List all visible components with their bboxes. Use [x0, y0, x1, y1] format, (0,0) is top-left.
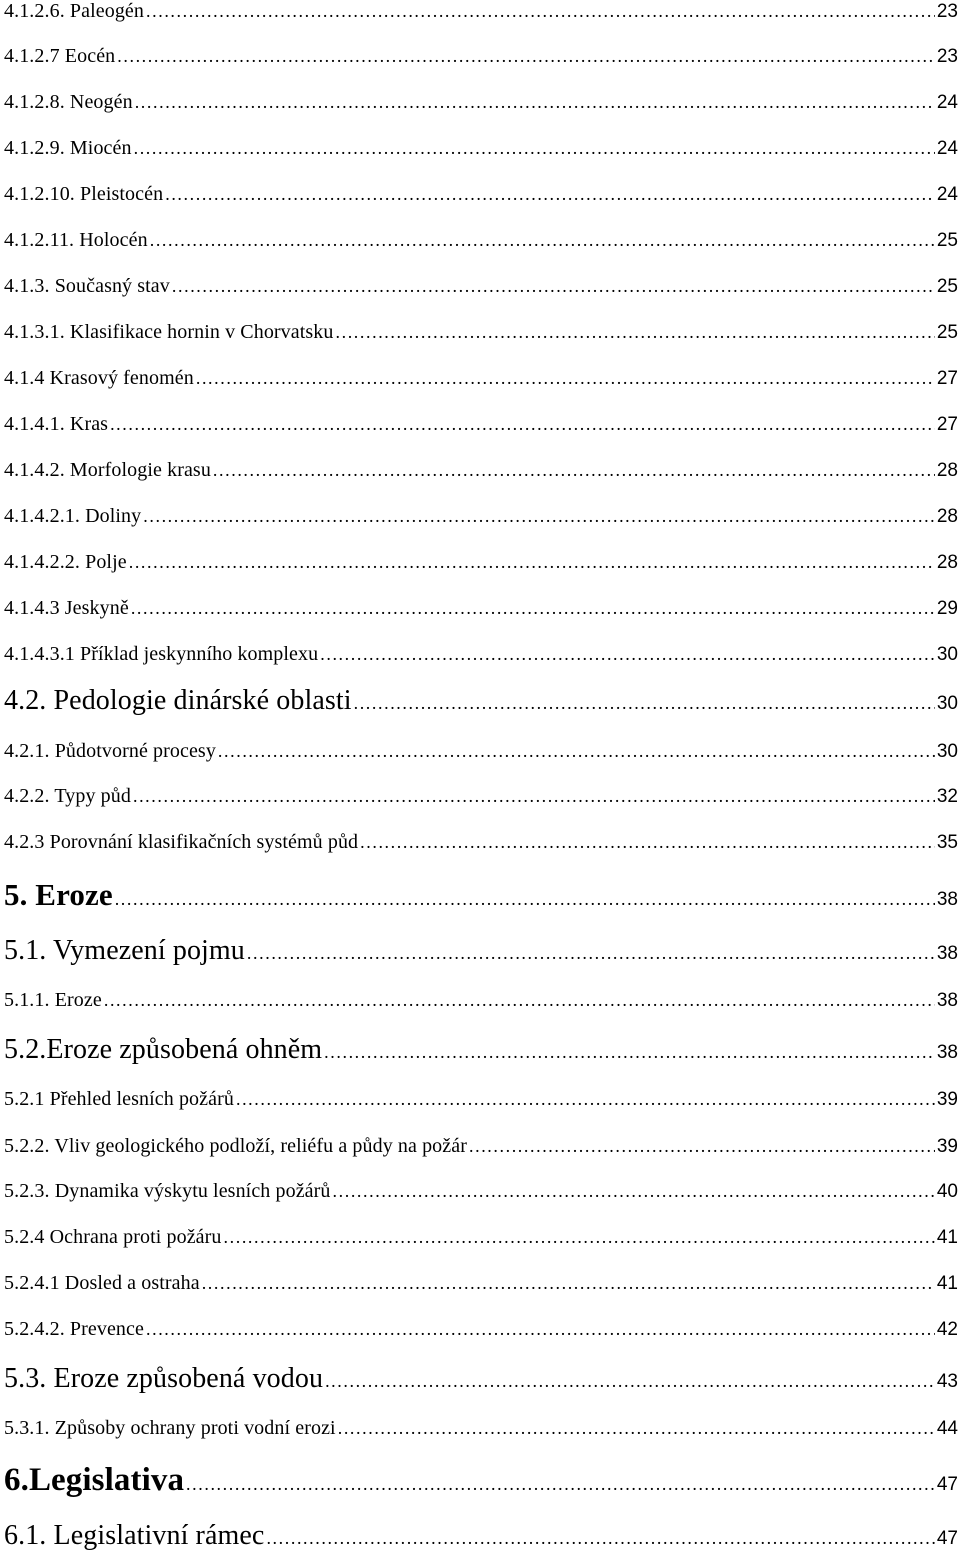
toc-dot-leader — [202, 1273, 935, 1294]
toc-entry-page: 39 — [936, 1089, 958, 1110]
toc-dot-leader — [143, 506, 935, 527]
toc-dot-leader — [324, 1042, 935, 1063]
toc-entry[interactable] — [4, 831, 958, 854]
toc-entry-page: 35 — [936, 832, 958, 853]
toc-dot-leader — [135, 92, 935, 113]
toc-entry-label: 4.1.4.2.2. Polje — [4, 551, 127, 573]
toc-entry-page: 24 — [936, 138, 958, 159]
toc-entry-label: 5.2.3. Dynamika výskytu lesních požárů — [4, 1180, 331, 1202]
toc-entry[interactable] — [4, 321, 958, 344]
toc-entry-page: 30 — [936, 741, 958, 762]
toc-entry-label: 5.2.4.1 Dosled a ostraha — [4, 1272, 200, 1294]
toc-entry-label: 4.1.4.1. Kras — [4, 413, 109, 435]
toc-dot-leader — [213, 460, 935, 481]
toc-entry[interactable] — [4, 413, 958, 436]
toc-entry-label: 4.2.2. Typy půd — [4, 785, 131, 807]
toc-entry-label: 4.1.2.11. Holocén — [4, 229, 148, 251]
toc-entry[interactable] — [4, 877, 958, 913]
toc-dot-leader — [236, 1089, 935, 1110]
toc-entry-page: 43 — [936, 1371, 958, 1392]
toc-entry-page: 25 — [936, 322, 958, 343]
toc-entry-label: 5.2.4 Ochrana proti požáru — [4, 1226, 222, 1248]
toc-entry-label: 4.1.4.3.1 Příklad jeskynního komplexu — [4, 643, 319, 665]
toc-entry-page: 39 — [936, 1136, 958, 1157]
toc-dot-leader — [354, 693, 935, 714]
toc-dot-leader — [165, 184, 935, 205]
toc-entry[interactable] — [4, 1034, 958, 1066]
toc-entry-page: 23 — [936, 1, 958, 22]
toc-entry-label: 4.1.2.7 Eocén — [4, 45, 116, 67]
toc-entry[interactable] — [4, 1363, 958, 1395]
toc-dot-leader — [338, 1418, 935, 1439]
toc-entry-label: 5.3.1. Způsoby ochrany proti vodní erozi — [4, 1417, 336, 1439]
toc-dot-leader — [146, 1, 935, 22]
toc-dot-leader — [224, 1227, 935, 1248]
toc-entry[interactable] — [4, 1318, 958, 1341]
toc-dot-leader — [146, 1319, 935, 1340]
toc-entry-label: 5.2.Eroze způsobená ohněm — [4, 1034, 323, 1065]
toc-entry-label: 4.1.3.1. Klasifikace hornin v Chorvatsku — [4, 321, 334, 343]
toc-dot-leader — [115, 889, 935, 910]
toc-entry-label: 5.2.2. Vliv geologického podloží, reliéfu a půdy na požár — [4, 1135, 467, 1157]
toc-entry-page: 28 — [936, 460, 958, 481]
toc-entry[interactable] — [4, 740, 958, 763]
toc-dot-leader — [333, 1181, 935, 1202]
toc-entry[interactable] — [4, 367, 958, 390]
toc-entry-label: 5.3. Eroze způsobená vodou — [4, 1363, 324, 1394]
toc-entry-page: 27 — [936, 414, 958, 435]
toc-entry-page: 42 — [936, 1319, 958, 1340]
toc-dot-leader — [117, 46, 935, 67]
toc-entry[interactable] — [4, 1272, 958, 1295]
toc-dot-leader — [172, 276, 935, 297]
toc-entry[interactable] — [4, 1088, 958, 1111]
toc-entry-page: 38 — [936, 1042, 958, 1063]
toc-entry-label: 5.2.4.2. Prevence — [4, 1318, 144, 1340]
toc-entry[interactable] — [4, 1462, 958, 1499]
toc-entry-label: 6.1. Legislativní rámec — [4, 1520, 265, 1551]
toc-entry-label: 4.1.2.9. Miocén — [4, 137, 132, 159]
toc-entry-page: 23 — [936, 46, 958, 67]
toc-dot-leader — [104, 990, 935, 1011]
toc-entry[interactable] — [4, 45, 958, 68]
toc-dot-leader — [266, 1528, 934, 1549]
toc-entry-page: 47 — [936, 1474, 958, 1495]
toc-entry-label: 5.1. Vymezení pojmu — [4, 935, 245, 966]
toc-dot-leader — [247, 943, 935, 964]
toc-entry-label: 5.1.1. Eroze — [4, 989, 102, 1011]
toc-entry-label: 4.1.4.2. Morfologie krasu — [4, 459, 211, 481]
toc-dot-leader — [336, 322, 935, 343]
toc-entry[interactable] — [4, 785, 958, 808]
toc-entry-page: 38 — [936, 943, 958, 964]
toc-entry-page: 25 — [936, 230, 958, 251]
toc-entry-page: 24 — [936, 92, 958, 113]
toc-entry-page: 32 — [936, 786, 958, 807]
toc-dot-leader — [133, 786, 935, 807]
toc-entry[interactable] — [4, 459, 958, 482]
toc-dot-leader — [218, 741, 935, 762]
toc-entry-page: 30 — [936, 644, 958, 665]
toc-entry-label: 5.2.1 Přehled lesních požárů — [4, 1088, 234, 1110]
toc-dot-leader — [110, 414, 935, 435]
toc-dot-leader — [469, 1136, 935, 1157]
toc-entry-page: 41 — [936, 1273, 958, 1294]
toc-entry[interactable] — [4, 643, 958, 666]
toc-entry[interactable] — [4, 275, 958, 298]
toc-entry-page: 40 — [936, 1181, 958, 1202]
toc-entry[interactable] — [4, 1135, 958, 1158]
toc-entry-page: 41 — [936, 1227, 958, 1248]
toc-entry-page: 27 — [936, 368, 958, 389]
toc-entry-page: 30 — [936, 693, 958, 714]
toc-dot-leader — [196, 368, 935, 389]
toc-entry[interactable] — [4, 91, 958, 114]
toc-dot-leader — [320, 644, 935, 665]
toc-dot-leader — [360, 832, 935, 853]
toc-entry-page: 38 — [936, 889, 958, 910]
toc-dot-leader — [131, 598, 935, 619]
toc-entry[interactable] — [4, 1417, 958, 1440]
toc-entry-label: 4.1.3. Současný stav — [4, 275, 170, 297]
toc-entry[interactable] — [4, 183, 958, 206]
toc-entry-label: 4.1.4.2.1. Doliny — [4, 505, 142, 527]
toc-entry-label: 4.2.3 Porovnání klasifikačních systémů půd — [4, 831, 359, 853]
toc-entry-page: 28 — [936, 552, 958, 573]
toc-entry-label: 4.2.1. Půdotvorné procesy — [4, 740, 216, 762]
toc-entry[interactable] — [4, 551, 958, 574]
toc-entry[interactable] — [4, 0, 958, 23]
toc-entry[interactable] — [4, 229, 958, 252]
toc-entry[interactable] — [4, 1520, 958, 1552]
toc-entry-label: 4.1.4 Krasový fenomén — [4, 367, 194, 389]
toc-entry-page: 38 — [936, 990, 958, 1011]
toc-entry-page: 24 — [936, 184, 958, 205]
toc-entry-page: 25 — [936, 276, 958, 297]
toc-entry-page: 47 — [936, 1528, 958, 1549]
toc-entry-page: 44 — [936, 1418, 958, 1439]
toc-entry[interactable] — [4, 1226, 958, 1249]
toc-entry[interactable] — [4, 989, 958, 1012]
toc-entry-page: 28 — [936, 506, 958, 527]
toc-entry[interactable] — [4, 597, 958, 620]
toc-entry-label: 4.1.4.3 Jeskyně — [4, 597, 129, 619]
toc-dot-leader — [134, 138, 935, 159]
toc-dot-leader — [186, 1474, 935, 1495]
toc-entry-label: 4.2. Pedologie dinárské oblasti — [4, 685, 352, 716]
toc-entry[interactable] — [4, 935, 958, 967]
toc-entry[interactable] — [4, 685, 958, 717]
toc-entry-label: 4.1.2.6. Paleogén — [4, 0, 145, 22]
toc-dot-leader — [129, 552, 935, 573]
toc-dot-leader — [325, 1371, 935, 1392]
toc-entry-page: 29 — [936, 598, 958, 619]
toc-entry-label: 6.Legislativa — [4, 1462, 185, 1498]
toc-entry[interactable] — [4, 137, 958, 160]
toc-entry-label: 4.1.2.10. Pleistocén — [4, 183, 164, 205]
toc-dot-leader — [150, 230, 935, 251]
toc-entry-label: 5. Eroze — [4, 877, 113, 912]
toc-entry[interactable] — [4, 505, 958, 528]
toc-entry-label: 4.1.2.8. Neogén — [4, 91, 133, 113]
toc-entry[interactable] — [4, 1180, 958, 1203]
